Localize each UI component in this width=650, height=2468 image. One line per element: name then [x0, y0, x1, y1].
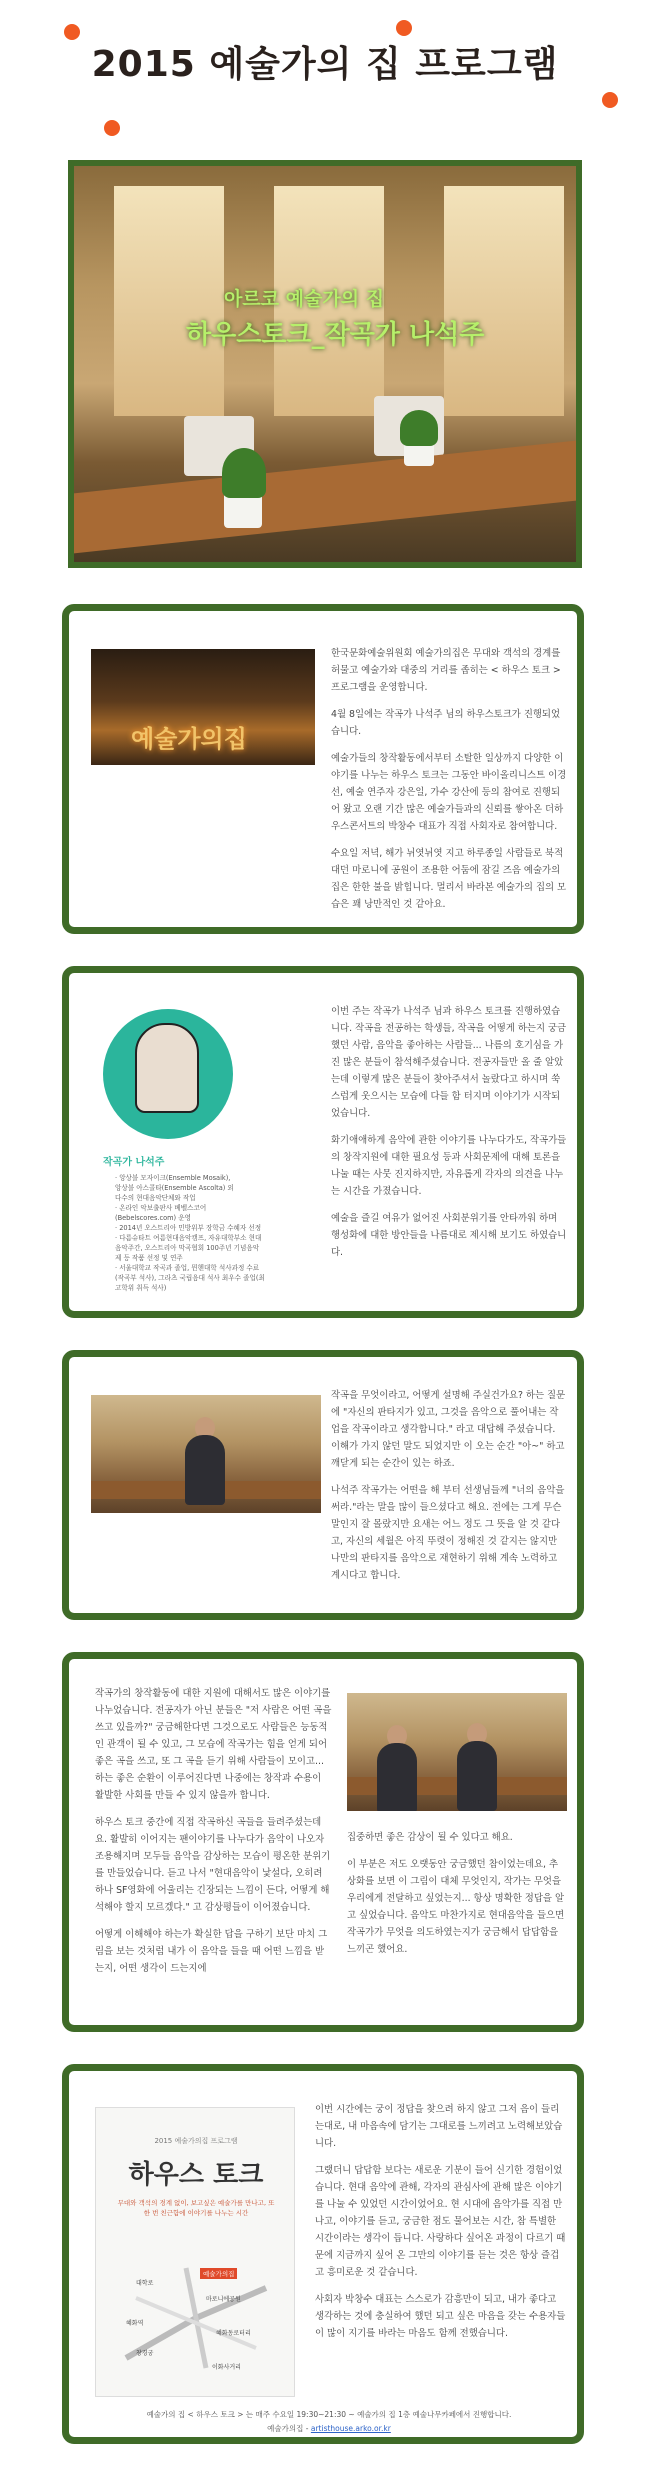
bio-line: (Bebelscores.com) 운영	[115, 1214, 191, 1222]
composer-portrait	[103, 1009, 265, 1292]
composer-name: 작곡가 나석주	[103, 1157, 165, 1168]
bio-line: · 온라인 악보출판사 베벨스코어	[115, 1204, 207, 1212]
hero-caption-line1: 아르코 예술가의 집	[224, 288, 385, 310]
paragraph: 한국문화예술위원회 예술가의집은 무대와 객석의 경계를 허물고 예술가와 대중의 거리를 좁히는 < 하우스 토크 > 프로그램을 운영합니다.	[331, 648, 561, 693]
map-label: 혜화동로터리	[216, 2330, 251, 2337]
paragraph: 4월 8일에는 작곡가 나석주 님의 하우스토크가 진행되었습니다.	[331, 709, 561, 737]
hero-window	[114, 186, 224, 416]
website-label: 예술가의집 -	[267, 2424, 309, 2433]
audience-photo	[347, 1693, 567, 1811]
composer-bio	[115, 1173, 265, 1293]
house-talk-poster	[95, 2107, 295, 2397]
talk-photo	[91, 1395, 321, 1513]
location-map	[116, 2258, 276, 2378]
page-title: 2015 예술가의 집 프로그램	[91, 44, 559, 85]
paragraph: 작곡을 무엇이라고, 어떻게 설명해 주실건가요? 하는 질문에 "자신의 판타지가 있고, 그것을 음악으로 풀어내는 작업을 작곡이라고 생각합니다." 라고 대답해 주셨습니다. 이해가 가지 않던 말도 되었지만 이 오는 순간 "아~" 하고 깨닫게 되는 순간이 있는 하죠.	[331, 1390, 566, 1469]
map-label: 창경궁	[136, 2350, 154, 2357]
section5-text	[315, 2101, 567, 2352]
decor-dot	[602, 92, 618, 108]
section-card-1	[62, 604, 584, 934]
building-night-photo	[91, 649, 315, 765]
bio-line: · 서울대학교 작곡과 졸업, 뮌헨대학 석사과정 수료(작곡부 석사), 그라츠 국립음대 석사 최우수 졸업(최고학위 취득 석사)	[115, 1264, 265, 1292]
website-line	[89, 2423, 569, 2434]
map-label: 혜화역	[126, 2320, 144, 2327]
paragraph: 이번 시간에는 궁이 정답을 찾으려 하지 않고 그저 음이 들리는대로, 내 마음속에 담기는 그대로를 느끼려고 노력해보았습니다.	[315, 2104, 563, 2149]
section1-text	[331, 645, 567, 923]
hero-table	[68, 437, 582, 556]
paragraph: 집중하면 좋은 감상이 될 수 있다고 해요.	[347, 1832, 513, 1843]
section-card-5	[62, 2064, 584, 2444]
bio-line: · 앙상블 모자이크(Ensemble Mosaik),	[115, 1174, 231, 1182]
paragraph: 어떻게 이해해야 하는가 확실한 답을 구하기 보단 마치 그림을 보는 것처럼 내가 이 음악을 들을 때 어떤 느낌을 받는지, 어떤 생각이 드는지에	[95, 1929, 328, 1974]
paragraph: 하우스 토크 중간에 직접 작곡하신 곡들을 들려주셨는데요. 활발히 이어지는 팬이야기를 나누다가 음악이 나오자 조용해지며 모두들 음악을 감상하는 모습이 평온한 분위기를 만들었습니다. 듣고 나서 "현대음악이 낯설다, 오히려 하나 SF영화에 어울리는 긴장되는 느낌이 든다, 어떻게 해석해야 할지 모르겠다." 고 감상평들이 이어졌습니다.	[95, 1817, 331, 1913]
hero-window	[444, 186, 564, 416]
paragraph: 수요일 저녁, 해가 뉘엿뉘엿 지고 하루종일 사람들로 북적 대던 마로니에 공원이 조용한 어둠에 잠길 즈음 예술가의 집은 한한 불을 밝힙니다. 멀리서 바라본 예술가의 집의 모습은 꽤 낭만적인 것 같아요.	[331, 848, 567, 910]
map-label: 대학로	[136, 2280, 154, 2287]
bio-line: · 다름슈타트 여름현대음악캠프, 자유대학부소 현대음악주간, 오스트리아 막곡협회 100주년 기념음악제 등 작품 선정 및 연주	[115, 1234, 262, 1262]
poster-description: 무대와 객석의 경계 없이, 보고싶은 예술가를 만나고, 또 한 번 친근함에 이야기를 나누는 시간	[117, 2199, 275, 2217]
hero-plant	[222, 448, 266, 498]
section4-left-text	[95, 1685, 333, 1987]
section4-right-text	[347, 1829, 567, 1968]
person-body	[185, 1435, 225, 1505]
section-card-4	[62, 1652, 584, 2032]
person-body	[377, 1743, 417, 1811]
map-label: 이화사거리	[212, 2364, 241, 2371]
poster-title: 하우스 토크	[128, 2160, 264, 2190]
website-link[interactable]: artisthouse.arko.or.kr	[310, 2424, 391, 2433]
section-card-2	[62, 966, 584, 1318]
paragraph: 그랬더니 답답함 보다는 새로운 기분이 들어 신기한 경험이었습니다. 현대 음악에 관해, 각자의 관심사에 관해 많은 이야기를 나눌 수 있었던 시간이었어요. 현 시대에 음악가를 직접 만나고, 이야기를 듣고, 궁금한 점도 물어보는 시간, 참 특별한 시간이라는 생각이 듭니다. 사랑하다 싶어온 과정이 다르기 때문에 지금까지 싶어 온 그만의 이야기를 듣는 것은 항상 즐겁고 흥미로운 것 같습니다.	[315, 2165, 566, 2278]
building-sign: 예술가의집	[131, 725, 247, 753]
paragraph: 화기애애하게 음악에 관한 이야기를 나누다가도, 작곡가들의 창작지원에 대한 필요성 등과 사회문제에 대해 토론을 나눌 때는 사뭇 진지하지만, 자유롭게 각자의 의견을 나누는 시간을 가졌습니다.	[331, 1135, 567, 1197]
paragraph: 이번 주는 작곡가 나석주 님과 하우스 토크를 진행하였습니다. 작곡을 전공하는 학생들, 작곡을 어떻게 하는지 궁금했던 사람, 음악을 좋아하는 사람들... 나름의 호기심을 가진 많은 분들이 참석해주셨습니다. 전공자들만 올 줄 알았는데 이렇게 많은 분들이 찾아주셔서 놀랐다고 하시며 쑥스럽게 웃으시는 모습에 다들 함 터지며 이야기가 시작되었습니다.	[331, 1006, 567, 1119]
decor-dot	[396, 20, 412, 36]
map-location-tag: 예술가의집	[200, 2268, 237, 2279]
section2-text	[331, 1003, 567, 1271]
paragraph: 예술을 즐길 여유가 없어진 사회분위기를 안타까워 하며 행성화에 대한 방안들을 나름대로 제시해 보기도 하였습니다.	[331, 1213, 567, 1258]
section3-text	[331, 1387, 567, 1594]
hero-caption-line2: 하우스토크_작곡가 나석주	[186, 320, 485, 350]
hero-plant	[400, 410, 438, 446]
program-info: 예술가의 집 < 하우스 토크 > 는 매주 수요일 19:30~21:30 ~ 예술가의 집 1층 예술나무카페에서 진행합니다.	[146, 2410, 512, 2419]
map-label: 마로니에공원	[206, 2296, 241, 2303]
paragraph: 사회자 박창수 대표는 스스로가 감흥만이 되고, 내가 좋다고 생각하는 것에 충실하여 했던 되고 싶은 마음을 갖는 수용자들이 많이 지기를 바라는 마음도 함께 전했습니다.	[315, 2294, 566, 2339]
page-header	[0, 0, 650, 150]
paragraph: 작곡가의 창작활동에 대한 지원에 대해서도 많은 이야기를 나누었습니다. 전공자가 아닌 분들은 "저 사람은 어떤 곡을 쓰고 있을까?" 궁금해한다면 그것으로도 사람들은 능동적인 관객이 될 수 있고, 그 모습에 작곡가는 힘을 얻게 되어 좋은 곡을 쓰고, 또 그 곡을 듣기 위해 사람들이 모이고... 하는 좋은 순환이 이루어진다면 나중에는 창작과 수용이 활발한 사회를 만들 수 있지 않을까 합니다.	[95, 1688, 332, 1801]
section-card-3	[62, 1350, 584, 1620]
hero-photo	[68, 160, 582, 568]
bio-line: 다수의 현대음악단체와 작업	[115, 1194, 196, 1202]
person-body	[457, 1741, 497, 1811]
bio-line: · 2014년 오스트리아 민방위부 장학금 수혜자 선정	[115, 1224, 262, 1232]
portrait-illustration	[135, 1023, 199, 1113]
paragraph: 예술가들의 창작활동에서부터 소탈한 일상까지 다양한 이야기를 나누는 하우스 토크는 그동안 바이올리니스트 이경선, 예술 연주자 강은일, 가수 강산에 등의 참여로 진행되어 왔고 오랜 기간 많은 예술가들과의 신뢰를 쌓아온 더하우스콘서트의 박창수 대표가 직접 사회자로 참여합니다.	[331, 753, 567, 832]
bio-line: 앙상블 아스콜타(Ensemble Ascolta) 외	[115, 1184, 234, 1192]
poster-subtitle: 2015 예술가의집 프로그램	[154, 2137, 238, 2145]
decor-dot	[104, 120, 120, 136]
paragraph: 이 부분은 저도 오랫동안 궁금했던 참이었는데요, 추상화를 보면 이 그림이 대체 무엇인지, 작가는 무엇을 우리에게 전달하고 싶었는지... 항상 명확한 정답을 알고 싶었습니다. 음악도 마찬가지로 현대음악을 들으면 작곡가가 무엇을 의도하였는지가 궁금해서 답답함을 느끼곤 했어요.	[347, 1859, 565, 1955]
paragraph: 나석주 작곡가는 어떤을 해 부터 선생님들께 "너의 음악을 써라."라는 말을 많이 들으셨다고 해요. 전에는 그게 무슨 말인지 잘 몰랐지만 요새는 어느 정도 그 뜻을 알 것 같다고, 자신의 세월은 아직 뚜렷이 정해진 것 같지는 않지만 나만의 판타지를 음악으로 재현하기 위해 계속 노력하고 계시다고 합니다.	[331, 1485, 565, 1581]
